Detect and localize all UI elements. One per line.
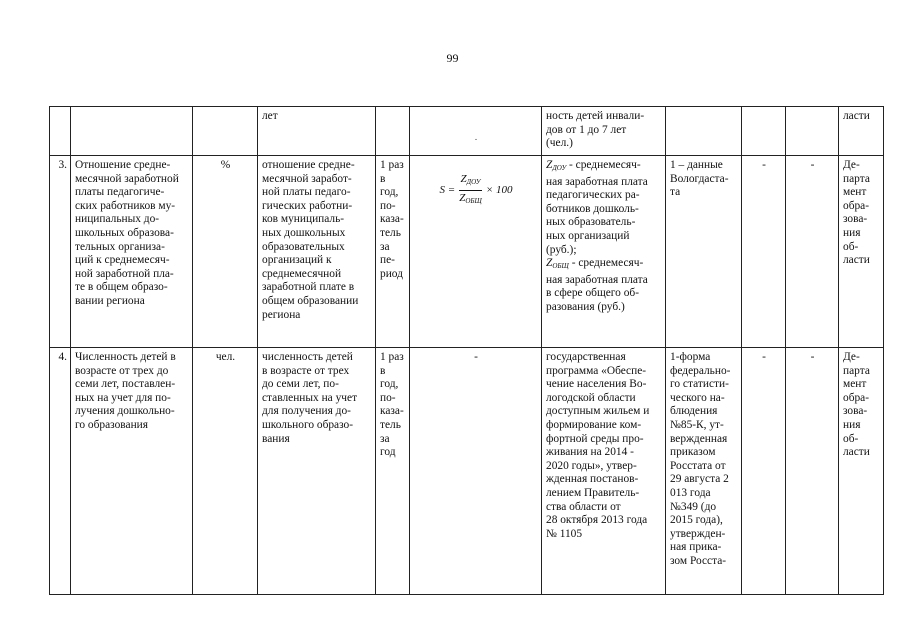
var2-subscript: ОБЩ xyxy=(552,262,569,271)
indicators-table xyxy=(49,106,884,595)
numerator-subscript: ДОУ xyxy=(466,177,481,186)
cell-unit: чел. xyxy=(193,348,258,595)
numerator-symbol: Z xyxy=(460,172,467,185)
formula-mark: . xyxy=(474,132,478,142)
cell-source: 1 – данные Вологдаста- та xyxy=(666,156,742,348)
var1-subscript: ДОУ xyxy=(552,164,567,172)
var1-symbol: Z xyxy=(546,159,553,171)
cell-col8: - xyxy=(742,348,786,595)
cell-definition: численность детей в возрасте от трех до семи лет, по- ставленных на учет для получения до- школьного образо- вания xyxy=(258,348,376,595)
cell-formula: - xyxy=(410,348,542,595)
cell-num xyxy=(50,107,71,156)
formula-numerator xyxy=(459,173,483,192)
var1-text: - среднемесяч- ная заработная плата педагогических ра- ботников дошколь- ных образователь- ных организаций (руб.); xyxy=(546,159,648,256)
cell-formula xyxy=(410,156,542,348)
cell-col8: - xyxy=(742,156,786,348)
denominator-symbol: Z xyxy=(459,192,466,205)
cell-variables xyxy=(542,156,666,348)
table-row xyxy=(50,156,884,348)
cell-name: Численность детей в возрасте от трех до семи лет, поставлен- ных на учет для по- лучения дошкольно- го образования xyxy=(71,348,193,595)
cell-period: 1 раз в год, по- каза- тель за год xyxy=(376,348,410,595)
cell-variables: государственная программа «Обеспе- чение населения Во- логодской области доступным жильем и формирование ком- фортной среды про- живания на 2014 - 2020 годы», утвер- жденная постанов- лением Правитель- ства области от 28 октября 2013 года № 1105 xyxy=(542,348,666,595)
formula xyxy=(440,173,513,209)
cell-responsible: Де- парта мент обра- зова- ния об- ласти xyxy=(839,156,884,348)
cell-name xyxy=(71,107,193,156)
cell-col8 xyxy=(742,107,786,156)
table-row xyxy=(50,107,884,156)
page-number: 99 xyxy=(446,51,459,65)
formula-lhs: S = xyxy=(439,183,456,196)
cell-num: 3. xyxy=(50,156,71,348)
cell-unit xyxy=(193,107,258,156)
cell-variables: ность детей инвали- дов от 1 до 7 лет (чел.) xyxy=(542,107,666,156)
cell-col9: - xyxy=(786,348,839,595)
denominator-subscript: ОБЩ xyxy=(465,197,482,206)
cell-responsible: Де- парта мент обра- зова- ния об- ласти xyxy=(839,348,884,595)
cell-definition: отношение средне- месячной заработ- ной платы педаго- гических работни- ков муниципаль- ных дошкольных образовательных организаций к среднемесячной заработной плате в общем образовании региона xyxy=(258,156,376,348)
formula-fraction xyxy=(457,173,484,209)
cell-definition: лет xyxy=(258,107,376,156)
cell-source: 1-форма федерально- го статисти- ческого на- блюдения №85-К, ут- вержденная приказом Росстата от 29 августа 2 013 года №349 (до 2015 года), утвержден- ная прика- зом Росста- xyxy=(666,348,742,595)
formula-rhs: × 100 xyxy=(485,183,513,196)
cell-formula xyxy=(410,107,542,156)
cell-period: 1 раз в год, по- каза- тель за пе- риод xyxy=(376,156,410,348)
cell-num: 4. xyxy=(50,348,71,595)
cell-unit: % xyxy=(193,156,258,348)
var2-text: - среднемесяч- ная заработная плата в сфере общего об- разования (руб.) xyxy=(546,257,648,313)
cell-period xyxy=(376,107,410,156)
formula-denominator xyxy=(457,191,484,209)
cell-responsible: ласти xyxy=(839,107,884,156)
table-row xyxy=(50,348,884,595)
cell-name: Отношение средне- месячной заработной платы педагогиче- ских работников му- ниципальных до- школьных образова- тельных организа- ций к среднемесяч- ной заработной пла- те в общем образо- вании региона xyxy=(71,156,193,348)
cell-source xyxy=(666,107,742,156)
var2-symbol: Z xyxy=(546,257,553,270)
cell-col9: - xyxy=(786,156,839,348)
cell-col9 xyxy=(786,107,839,156)
